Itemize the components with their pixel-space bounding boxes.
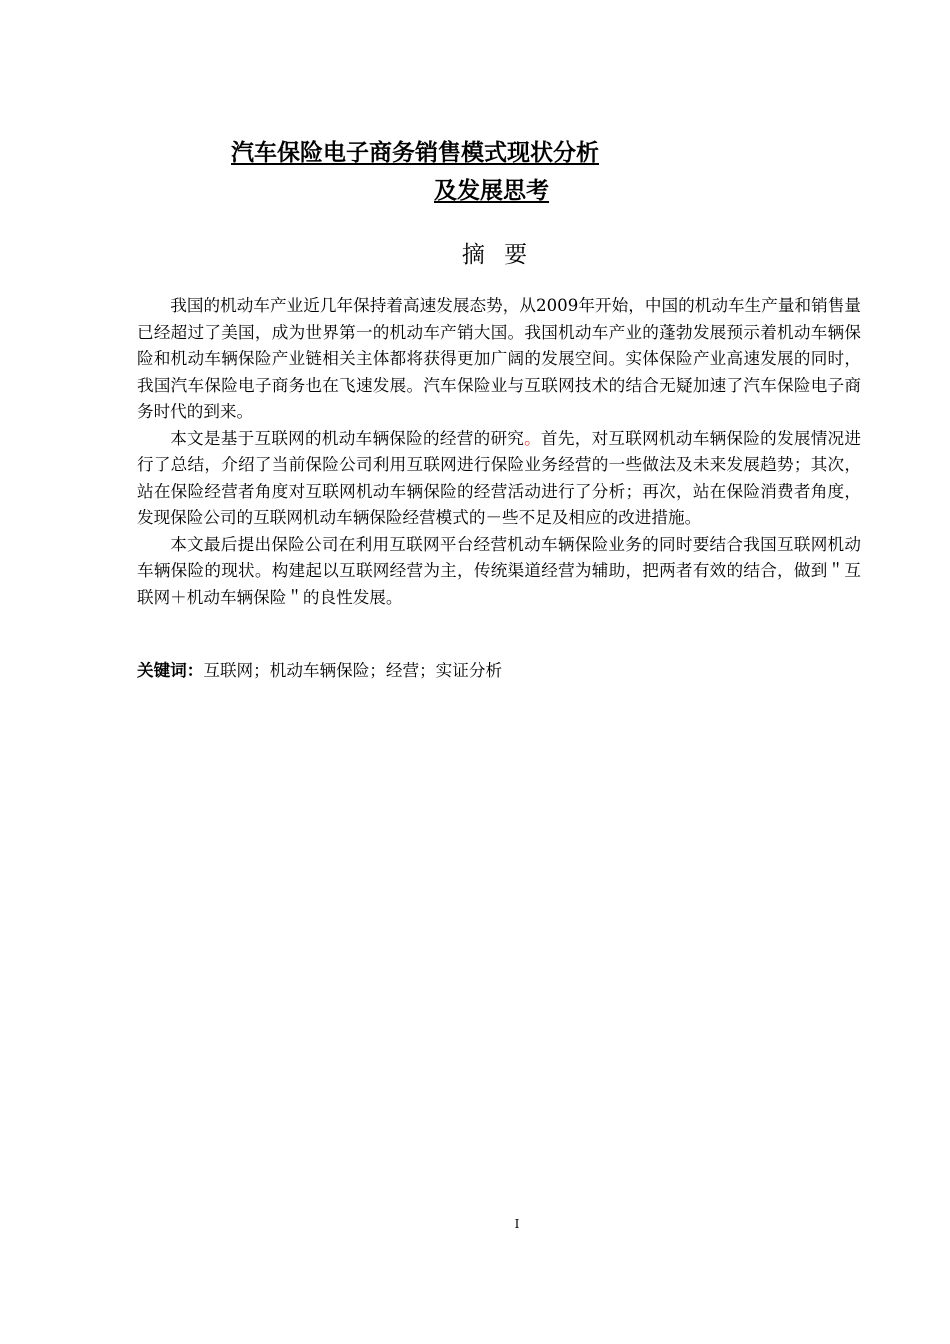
abstract-paragraph-3: 本文最后提出保险公司在利用互联网平台经营机动车辆保险业务的同时要结合我国互联网机动车辆保险的现状。构建起以互联网经营为主，传统渠道经营为辅助，把两者有效的结合，做到＂互联网＋机动车辆保险＂的良性发展。: [137, 534, 861, 607]
page-number: I: [514, 1217, 520, 1231]
abstract-paragraph-2: [137, 426, 861, 532]
abstract-body: [137, 293, 861, 611]
paragraph-2-text-after: 首先，对互联网机动车辆保险的发展情况进行了总结，介绍了当前保险公司利用互联网进行保险业务经营的一些做法及未来发展趋势；其次，站在保险经营者角度对互联网机动车辆保险的经营活动进行了分析；再次，站在保险消费者角度，发现保险公司的互联网机动车辆保险经营模式的－些不足及相应的改进措施。: [137, 428, 862, 527]
document-title-line-2: 及发展思考: [434, 178, 549, 204]
red-period-mark: 。: [524, 428, 542, 448]
abstract-heading: 摘 要: [461, 242, 534, 268]
document-title-line-1: 汽车保险电子商务销售模式现状分析: [231, 140, 599, 166]
keywords-label: 关键词：: [137, 661, 204, 680]
keywords-line: [137, 658, 502, 684]
abstract-paragraph-1: 我国的机动车产业近几年保持着高速发展态势，从2009年开始，中国的机动车生产量和销售量已经超过了美国，成为世界第一的机动车产销大国。我国机动车产业的蓬勃发展预示着机动车辆保险和机动车辆保险产业链相关主体都将获得更加广阔的发展空间。实体保险产业高速发展的同时，我国汽车保险电子商务也在飞速发展。汽车保险业与互联网技术的结合无疑加速了汽车保险电子商务时代的到来。: [137, 296, 861, 421]
paragraph-2-text-before: 本文是基于互联网的机动车辆保险的经营的研究: [170, 428, 525, 448]
keywords-value: 互联网；机动车辆保险；经营；实证分析: [203, 661, 503, 680]
